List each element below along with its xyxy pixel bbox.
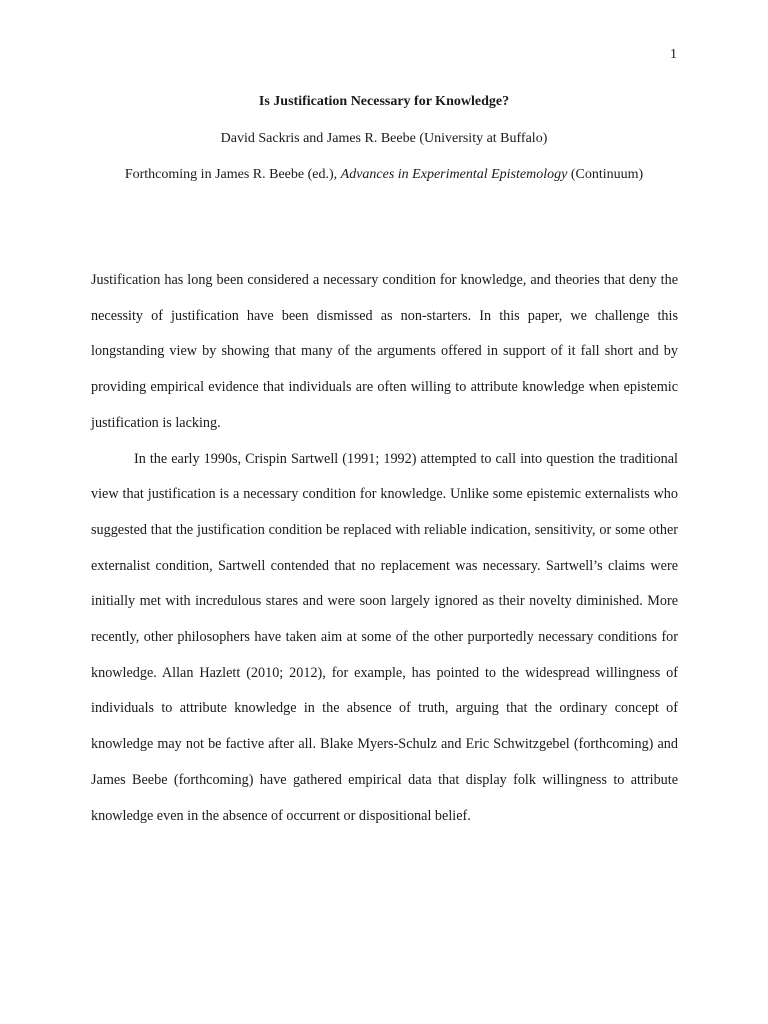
body-text: [91, 263, 678, 834]
paragraph-intro: In the early 1990s, Crispin Sartwell (1991; 1992) attempted to call into question the traditional view that justification is a necessary condition for knowledge. Unlike some epistemic externalists who suggested that the justification condition be replaced with reliable indication, sensitivity, or some other externalist condition, Sartwell contended that no replacement was necessary. Sartwell’s claims were initially met with incredulous stares and were soon largely ignored as their novelty diminished. More recently, other philosophers have taken aim at some of the other purportedly necessary conditions for knowledge. Allan Hazlett (2010; 2012), for example, has pointed to the widespread willingness of individuals to attribute knowledge in the absence of truth, arguing that the ordinary concept of knowledge may not be factive after all. Blake Myers-Schulz and Eric Schwitzgebel (forthcoming) and James Beebe (forthcoming) have gathered empirical data that display folk willingness to attribute knowledge even in the absence of occurrent or dispositional belief.: [91, 450, 678, 824]
publication-suffix: (Continuum): [567, 167, 644, 182]
page-number: 1: [670, 47, 677, 62]
publication-line: [0, 167, 768, 183]
author-line: David Sackris and James R. Beebe (University at Buffalo): [220, 131, 548, 146]
book-title: Advances in Experimental Epistemology: [340, 167, 568, 182]
publication-prefix: Forthcoming in James R. Beebe (ed.),: [124, 167, 341, 182]
paper-title: Is Justification Necessary for Knowledge?: [258, 94, 510, 109]
paragraph-abstract: Justification has long been considered a necessary condition for knowledge, and theories that deny the necessity of justification have been dismissed as non-starters. In this paper, we challenge this longstanding view by showing that many of the arguments offered in support of it fall short and by providing empirical evidence that individuals are often willing to attribute knowledge when epistemic justification is lacking.: [91, 272, 678, 431]
